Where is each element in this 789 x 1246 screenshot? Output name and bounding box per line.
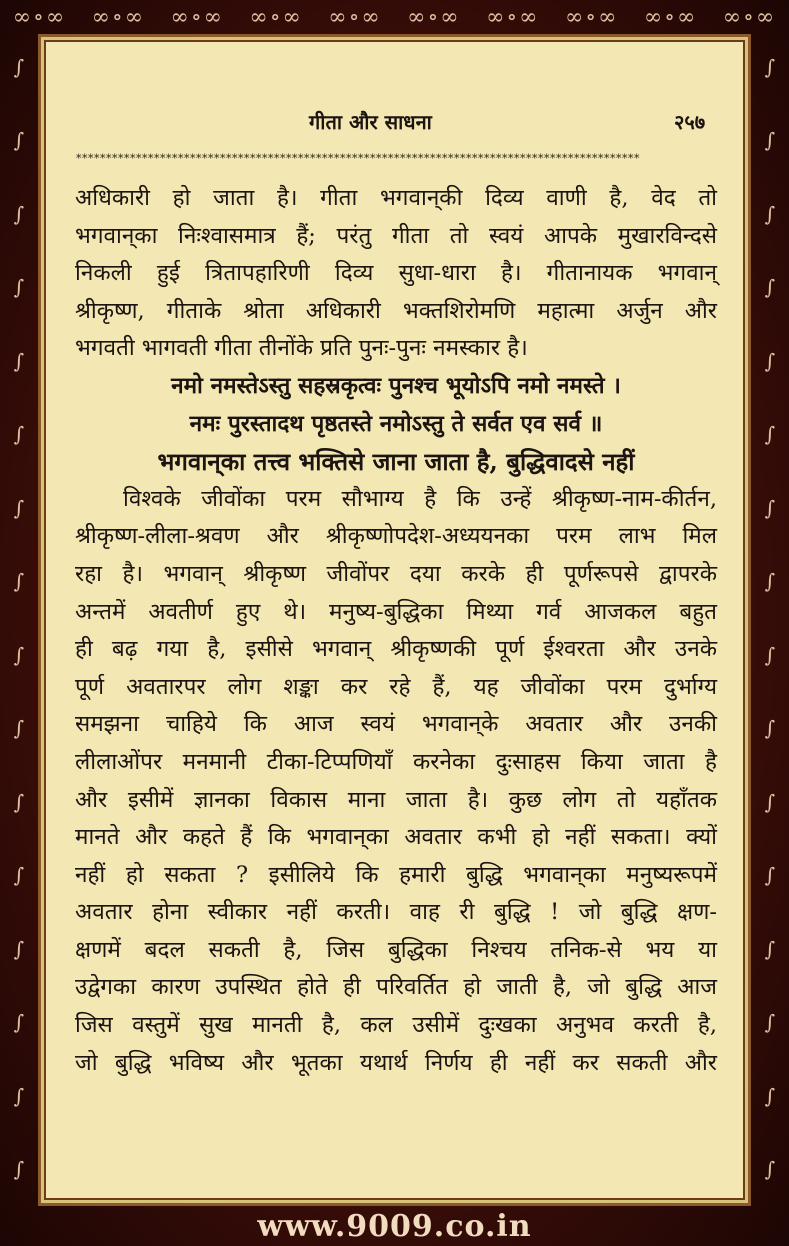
text-line: भगवती भागवती गीता तीनोंके प्रति पुनः-पुनः नमस्कार है। [75,335,528,362]
text-line: उद्वेगका कारण उपस्थित होते ही परिवर्तित हो जाती है, जो बुद्धि आज [75,974,717,1001]
top-ornament-band [0,0,789,36]
right-ornament-band [751,30,789,1206]
scroll-ornament-icon: ∫ [13,716,25,741]
scroll-ornament-icon: ∫ [13,789,25,814]
verse-line: नमो नमस्तेऽस्तु सहस्रकृत्वः पुनश्च भूयोऽपि नमो नमस्ते । [171,372,621,399]
text-line: समझना चाहिये कि आज स्वयं भगवान्‌के अवतार और उनकी [75,711,717,738]
scroll-ornament-icon: ∞∘∞ [643,5,698,30]
running-title: गीता और साधना [309,110,432,134]
scroll-ornament-icon: ∫ [764,495,776,520]
text-line: जो बुद्धि भविष्य और भूतका यथार्थ निर्णय ही नहीं कर सकती और [75,1049,717,1076]
scroll-ornament-icon: ∫ [764,54,776,79]
text-line: अन्तमें अवतीर्ण हुए थे। मनुष्य-बुद्धिका मिथ्या गर्व आजकल बहुत [75,598,717,625]
text-line: और इसीमें ज्ञानका विकास माना जाता है। कुछ लोग तो यहाँतक [75,786,717,813]
scroll-ornament-icon: ∞∘∞ [12,5,67,30]
scroll-ornament-icon: ∫ [13,1157,25,1182]
scroll-ornament-icon: ∞∘∞ [91,5,146,30]
book-page [38,34,751,1206]
text-line: अवतार होना स्वीकार नहीं करती। वाह री बुद्धि ! जो बुद्धि क्षण- [75,899,717,926]
scroll-ornament-icon: ∫ [764,1010,776,1035]
scroll-ornament-icon: ∫ [13,422,25,447]
scroll-ornament-icon: ∫ [764,863,776,888]
text-line: विश्वके जीवोंका परम सौभाग्य है कि उन्हें श्रीकृष्ण-नाम-कीर्तन, [123,485,717,512]
scroll-ornament-icon: ∞∘∞ [407,5,461,30]
scroll-ornament-icon: ∫ [13,275,25,300]
section-heading: भगवान्‌का तत्त्व भक्तिसे जाना जाता है, बुद्धिवादसे नहीं [157,447,635,477]
text-line: श्रीकृष्ण, गीताके श्रोता अधिकारी भक्तशिरोमणि महात्मा अर्जुन और [75,297,717,324]
text-line: नहीं हो सकता ? इसीलिये कि हमारी बुद्धि भगवान्‌का मनुष्यरूपमें [75,861,717,888]
scroll-ornament-icon: ∫ [764,128,776,153]
text-line: क्षणमें बदल सकती है, जिस बुद्धिका निश्चय तनिक-से भय या [75,936,717,963]
scroll-ornament-icon: ∫ [764,716,776,741]
text-line: श्रीकृष्ण-लीला-श्रवण और श्रीकृष्णोपदेश-अध्ययनका परम लाभ मिल [75,523,717,550]
text-line: रहा है। भगवान् श्रीकृष्ण जीवोंपर दया करके ही पूर्णरूपसे द्वापरके [75,560,717,587]
scroll-ornament-icon: ∫ [764,789,776,814]
scroll-ornament-icon: ∞∘∞ [722,5,777,30]
scroll-ornament-icon: ∞∘∞ [170,5,224,30]
scroll-ornament-icon: ∫ [13,1083,25,1108]
text-line: अधिकारी हो जाता है। गीता भगवान्‌की दिव्य वाणी है, वेद तो [75,185,717,211]
page-number: २५७ [674,110,706,134]
body-text [75,180,717,1082]
text-line: लीलाओंपर मनमानी टीका-टिप्पणियाँ करनेका दुःसाहस किया जाता है [75,748,717,775]
text-line: निकली हुई त्रितापहारिणी दिव्य सुधा-धारा है। गीतानायक भगवान् [75,260,717,287]
text-line: ही बढ़ गया है, इसीसे भगवान् श्रीकृष्णकी पूर्ण ईश्वरता और उनके [75,636,717,663]
text-line: पूर्ण अवतारपर लोग शङ्का कर रहे हैं, यह जीवोंका परम दुर्भाग्य [75,673,717,700]
text-line: भगवान्‌का निःश्वासमात्र हैं; परंतु गीता तो स्वयं आपके मुखारविन्दसे [75,222,717,249]
page-header [38,108,751,148]
scroll-ornament-icon: ∫ [764,348,776,373]
scroll-ornament-icon: ∫ [13,348,25,373]
text-line: जिस वस्तुमें सुख मानती है, कल उसीमें दुःखका अनुभव करती है, [75,1012,717,1039]
scroll-ornament-icon: ∫ [13,128,25,153]
scroll-ornament-icon: ∫ [764,642,776,667]
scroll-ornament-icon: ∫ [13,569,25,594]
text-line: मानते और कहते हैं कि भगवान्‌का अवतार कभी हो नहीं सकता। क्यों [75,824,717,851]
scroll-ornament-icon: ∫ [13,936,25,961]
scroll-ornament-icon: ∫ [13,54,25,79]
star-separator: ********************************************************************************************** [76,152,640,165]
scroll-ornament-icon: ∞∘∞ [564,5,619,30]
left-ornament-band [0,30,38,1206]
scroll-ornament-icon: ∞∘∞ [328,5,382,30]
scroll-ornament-icon: ∫ [764,936,776,961]
scroll-ornament-icon: ∫ [13,495,25,520]
scroll-ornament-icon: ∫ [13,863,25,888]
scroll-ornament-icon: ∫ [13,1010,25,1035]
scroll-ornament-icon: ∫ [764,1083,776,1108]
website-url[interactable]: www.9009.co.in [257,1209,532,1244]
scroll-ornament-icon: ∫ [764,201,776,226]
verse-line: नमः पुरस्तादथ पृष्ठतस्ते नमोऽस्तु ते सर्वत एव सर्व ॥ [189,410,603,437]
scroll-ornament-icon: ∫ [13,642,25,667]
scroll-ornament-icon: ∫ [764,1157,776,1182]
scroll-ornament-icon: ∫ [13,201,25,226]
scroll-ornament-icon: ∞∘∞ [249,5,303,30]
scroll-ornament-icon: ∫ [764,422,776,447]
scroll-ornament-icon: ∫ [764,275,776,300]
scroll-ornament-icon: ∫ [764,569,776,594]
scroll-ornament-icon: ∞∘∞ [486,5,540,30]
